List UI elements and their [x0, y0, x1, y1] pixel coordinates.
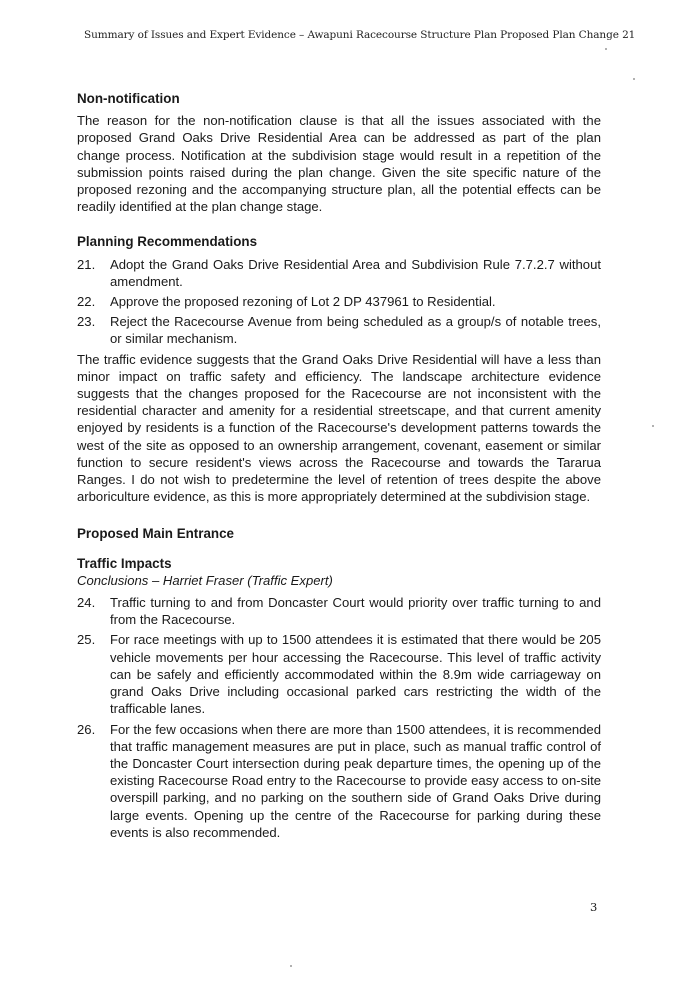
item-text: Approve the proposed rezoning of Lot 2 DP 437961 to Residential. [110, 294, 496, 310]
section-heading: Planning Recommendations [77, 234, 258, 250]
conclusions-list [77, 594, 601, 841]
body-paragraph: The traffic evidence suggests that the Grand Oaks Drive Residential will have a less than minor impact on traffic safety and efficiency. The landscape architecture evidence suggests that the changes proposed for the Racecourse are not inconsistent with the residential character and amenity for a residential streetscape, and that current amenity enjoyed by residents is a function of the Racecourse's development patterns towards the west of the site as opposed to an ownership arrangement, covenant, easement or similar function to secure resident's views across the Racecourse and towards the Tararua Ranges. I do not wish to predetermine the level of retention of trees despite the above arboriculture evidence, as this is more appropriately determined at the subdivision stage. [77, 351, 601, 505]
running-header: Summary of Issues and Expert Evidence – Awapuni Racecourse Structure Plan Proposed Plan Change 21 [84, 29, 636, 41]
subsection-heading: Traffic Impacts [77, 555, 172, 571]
section-proposed-main-entrance [77, 525, 601, 840]
item-text: For race meetings with up to 1500 attendees it is estimated that there would be 205 vehicle movements per hour accessing the Racecourse. This level of traffic activity can be safely and efficiently accommodated within the 8.9m wide carriageway on grand Oaks Drive including occasional parked cars restricting the width of the trafficable lanes. [110, 632, 601, 717]
conclusions-line: Conclusions – Harriet Fraser (Traffic Expert) [77, 572, 333, 588]
scan-speck [605, 48, 607, 50]
list-item [77, 631, 601, 717]
item-number: 23. [77, 314, 96, 330]
item-text: For the few occasions when there are more than 1500 attendees, it is recommended that traffic management measures are put in place, such as manual traffic control of the Doncaster Court intersection during peak departure times, the opening up of the existing Racecourse Road entry to the Racecourse to provide easy access to on-site overspill parking, and no parking on the southern side of Grand Oaks Drive during large events. Opening up the centre of the Racecourse for parking during these events is also recommended. [110, 721, 601, 840]
scan-speck [652, 425, 654, 427]
list-item [77, 256, 601, 290]
item-number: 21. [77, 256, 96, 272]
item-number: 24. [77, 595, 96, 611]
section-non-notification [77, 90, 601, 215]
item-text: Reject the Racecourse Avenue from being scheduled as a group/s of notable trees, or similar mechanism. [110, 314, 601, 347]
recommendation-list [77, 256, 601, 348]
list-item [77, 313, 601, 347]
page-number: 3 [590, 900, 598, 914]
section-heading: Non-notification [77, 91, 180, 106]
list-item [77, 721, 601, 841]
item-number: 26. [77, 721, 96, 737]
list-item [77, 293, 601, 310]
section-heading: Proposed Main Entrance [77, 526, 234, 542]
scan-speck [633, 78, 635, 80]
item-text: Traffic turning to and from Doncaster Court would priority over traffic turning to and from the Racecourse. [110, 595, 601, 628]
scan-speck [290, 965, 292, 967]
item-number: 22. [77, 294, 96, 310]
list-item [77, 594, 601, 628]
body-paragraph: The reason for the non-notification clause is that all the issues associated with the proposed Grand Oaks Drive Residential Area can be addressed as part of the plan change process. Notification at the subdivision stage would result in a repetition of the submission points raised during the plan change. Given the site specific nature of the proposed rezoning and the accompanying structure plan, all the potential effects can be readily identified at the plan change stage. [77, 113, 601, 215]
section-planning-recommendations [77, 233, 601, 505]
item-text: Adopt the Grand Oaks Drive Residential Area and Subdivision Rule 7.7.2.7 without amendment. [110, 256, 601, 289]
item-number: 25. [77, 632, 96, 648]
page-content [77, 90, 601, 844]
